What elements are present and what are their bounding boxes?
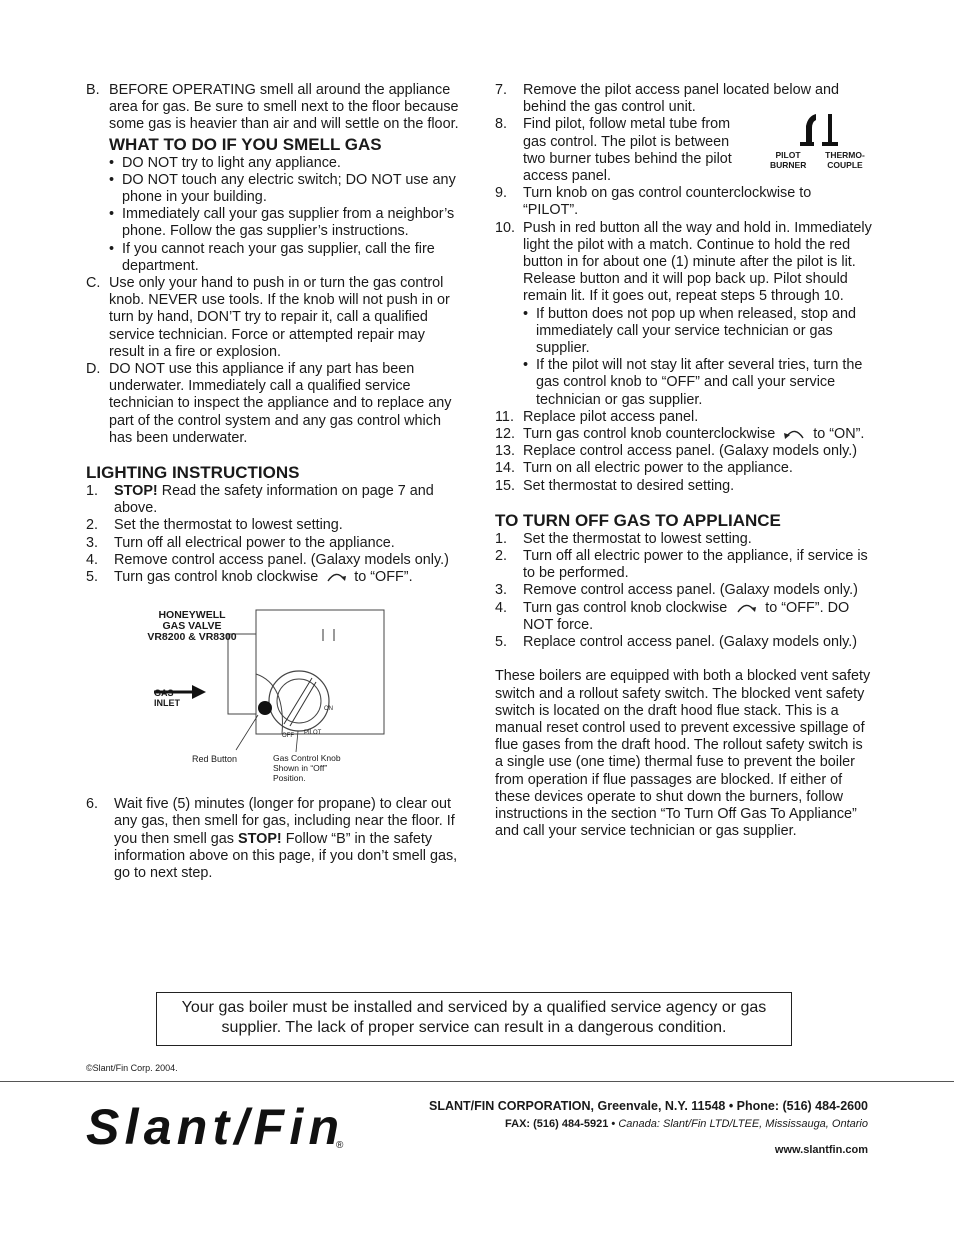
step-8: 8. Find pilot, follow metal tube from gas control. The pilot is between two burner tubes behind the pilot access panel. bbox=[495, 116, 732, 185]
step-9: 9. Turn knob on gas control counterclockwise to “PILOT”. bbox=[495, 185, 812, 219]
pilot-thermocouple-diagram: PILOT BURNER THERMO- COUPLE bbox=[770, 110, 870, 170]
service-notice-box: Your gas boiler must be installed and serviced by a qualified service agency or gas supplier. The lack of proper service can result in a dangerous condition. bbox=[156, 992, 792, 1046]
knob-label: Gas Control Knob Shown in “Off” Position. bbox=[273, 753, 341, 784]
item-c: C. Use only your hand to push in or turn the gas control knob. NEVER use tools. If the knob will not push in or turn by hand, DON’T try to repair it, call a qualified service technician. Force or attempted repair may result in a fire or explosion. bbox=[86, 275, 450, 360]
step-13: 13. Replace control access panel. (Galaxy models only.) bbox=[495, 443, 858, 460]
footer-divider bbox=[0, 1081, 954, 1082]
item-number: B. bbox=[86, 82, 100, 98]
safety-switch-paragraph: These boilers are equipped with both a blocked vent safety switch and a rollout safety switch. The blocked vent safety switch is located on the draft hood flue stack. This is a manual reset control used to prevent excessive spillage of flue gases from the draft hood. The rollout safety switch is a single use (one time) thermal fuse to prevent the boiler from operation if flue passages are blocked. If either of these devices operate to shut down the burners, follow instructions in the section “To Turn Off Gas To Appliance” and call your service technician or gas supplier. bbox=[495, 668, 871, 840]
lighting-step-2: 2. Set the thermostat to lowest setting. bbox=[86, 517, 343, 534]
bullet-item: • Immediately call your gas supplier from a neighbor’s phone. Follow the gas supplier’s instructions. bbox=[109, 206, 455, 240]
step-11: 11. Replace pilot access panel. bbox=[495, 408, 699, 425]
clockwise-arrow-icon bbox=[731, 601, 761, 615]
counterclockwise-arrow-icon bbox=[779, 427, 809, 441]
step-12: 12. Turn gas control knob counterclockwise to “ON”. bbox=[495, 426, 865, 443]
lighting-step-1: 1. STOP! Read the safety information on page 7 and above. bbox=[86, 483, 434, 517]
slantfin-logo-graphic bbox=[84, 1088, 354, 1160]
red-button-label: Red Button bbox=[192, 754, 238, 765]
smell-gas-section bbox=[86, 135, 462, 275]
on-label: ON bbox=[324, 706, 333, 713]
lighting-step-6: 6. Wait five (5) minutes (longer for propane) to clear out any gas, then smell for gas, including near the floor. If you then smell gas STOP! Follow “B” in the safety information above on this page, if you don’t smell gas, go to next step. bbox=[86, 796, 458, 882]
company-address: SLANT/FIN CORPORATION, Greenvale, N.Y. 11548 • Phone: (516) 484-2600 FAX: (516) 484-5921 • Canada: Slant/Fin LTD/LTEE, Mississauga, Ontario www.slantfin.com bbox=[429, 1097, 868, 1159]
svg-text:®: ® bbox=[336, 1140, 344, 1151]
clockwise-arrow-icon bbox=[322, 570, 350, 584]
smell-gas-heading: WHAT TO DO IF YOU SMELL GAS bbox=[109, 134, 382, 154]
step-10-bullets: • If button does not pop up when released, stop and immediately call your service technician or gas supplier. • If the pilot will not stay lit after several tries, turn the gas control knob to “OFF” and call your service technician or gas supplier. bbox=[523, 305, 863, 408]
pilot-label: PILOT bbox=[304, 730, 322, 737]
gas-inlet-label: GAS INLET bbox=[154, 688, 180, 709]
lighting-step-3: 3. Turn off all electrical power to the appliance. bbox=[86, 534, 395, 551]
copyright: ©Slant/Fin Corp. 2004. bbox=[86, 1063, 178, 1073]
gas-valve-diagram bbox=[86, 604, 462, 794]
logo-text: Slant/Fin bbox=[86, 1099, 336, 1155]
off-label: OFF bbox=[282, 733, 294, 740]
step-15: 15. Set thermostat to desired setting. bbox=[495, 477, 735, 494]
bullet-item: • If you cannot reach your gas supplier, call the fire department. bbox=[109, 240, 435, 274]
item-b bbox=[86, 82, 462, 134]
website-link[interactable]: www.slantfin.com bbox=[774, 1144, 868, 1156]
off-step-1: 1. Set the thermostat to lowest setting. bbox=[495, 530, 752, 547]
step-8-wrap bbox=[495, 116, 873, 185]
step-10: 10. Push in red button all the way and hold in. Immediately light the pilot with a match. Continue to hold the red button in for about one (1) minute after the pilot is lit. Release button and it will pop back up. Pilot should remain lit. If it goes out, repeat steps 5 through 10. bbox=[495, 219, 872, 305]
bullet-item: • DO NOT touch any electric switch; DO NOT use any phone in your building. bbox=[109, 171, 456, 206]
lighting-heading: LIGHTING INSTRUCTIONS bbox=[86, 463, 300, 483]
pilot-burner-icon bbox=[770, 110, 870, 150]
lighting-step-4: 4. Remove control access panel. (Galaxy models only.) bbox=[86, 551, 449, 568]
off-step-5: 5. Replace control access panel. (Galaxy models only.) bbox=[495, 634, 858, 651]
left-column bbox=[86, 82, 462, 882]
turn-off-heading: TO TURN OFF GAS TO APPLIANCE bbox=[495, 510, 781, 530]
lighting-step-5: 5. Turn gas control knob clockwise to “OFF”. bbox=[86, 569, 413, 586]
off-step-2: 2. Turn off all electric power to the appliance, if service is to be performed. bbox=[495, 548, 868, 582]
right-column bbox=[495, 82, 873, 840]
item-d: D. DO NOT use this appliance if any part has been underwater. Immediately call a qualified service technician to inspect the appliance and to replace any part of the control system and any gas control which has been underwater. bbox=[86, 361, 452, 446]
slantfin-logo bbox=[84, 1088, 354, 1165]
valve-title: HONEYWELL GAS VALVE VR8200 & VR8300 bbox=[147, 609, 237, 644]
off-step-3: 3. Remove control access panel. (Galaxy models only.) bbox=[495, 582, 858, 599]
step-7: 7. Remove the pilot access panel located below and behind the gas control unit. bbox=[495, 82, 839, 116]
off-step-4: 4. Turn gas control knob clockwise to “OFF”. DO NOT force. bbox=[495, 599, 850, 633]
step-14: 14. Turn on all electric power to the appliance. bbox=[495, 460, 793, 477]
item-text: BEFORE OPERATING smell all around the appliance area for gas. Be sure to smell next to the floor because some gas is heavier than air and will settle on the floor. bbox=[109, 82, 459, 133]
bullet-item: • DO NOT try to light any appliance. bbox=[109, 154, 341, 171]
